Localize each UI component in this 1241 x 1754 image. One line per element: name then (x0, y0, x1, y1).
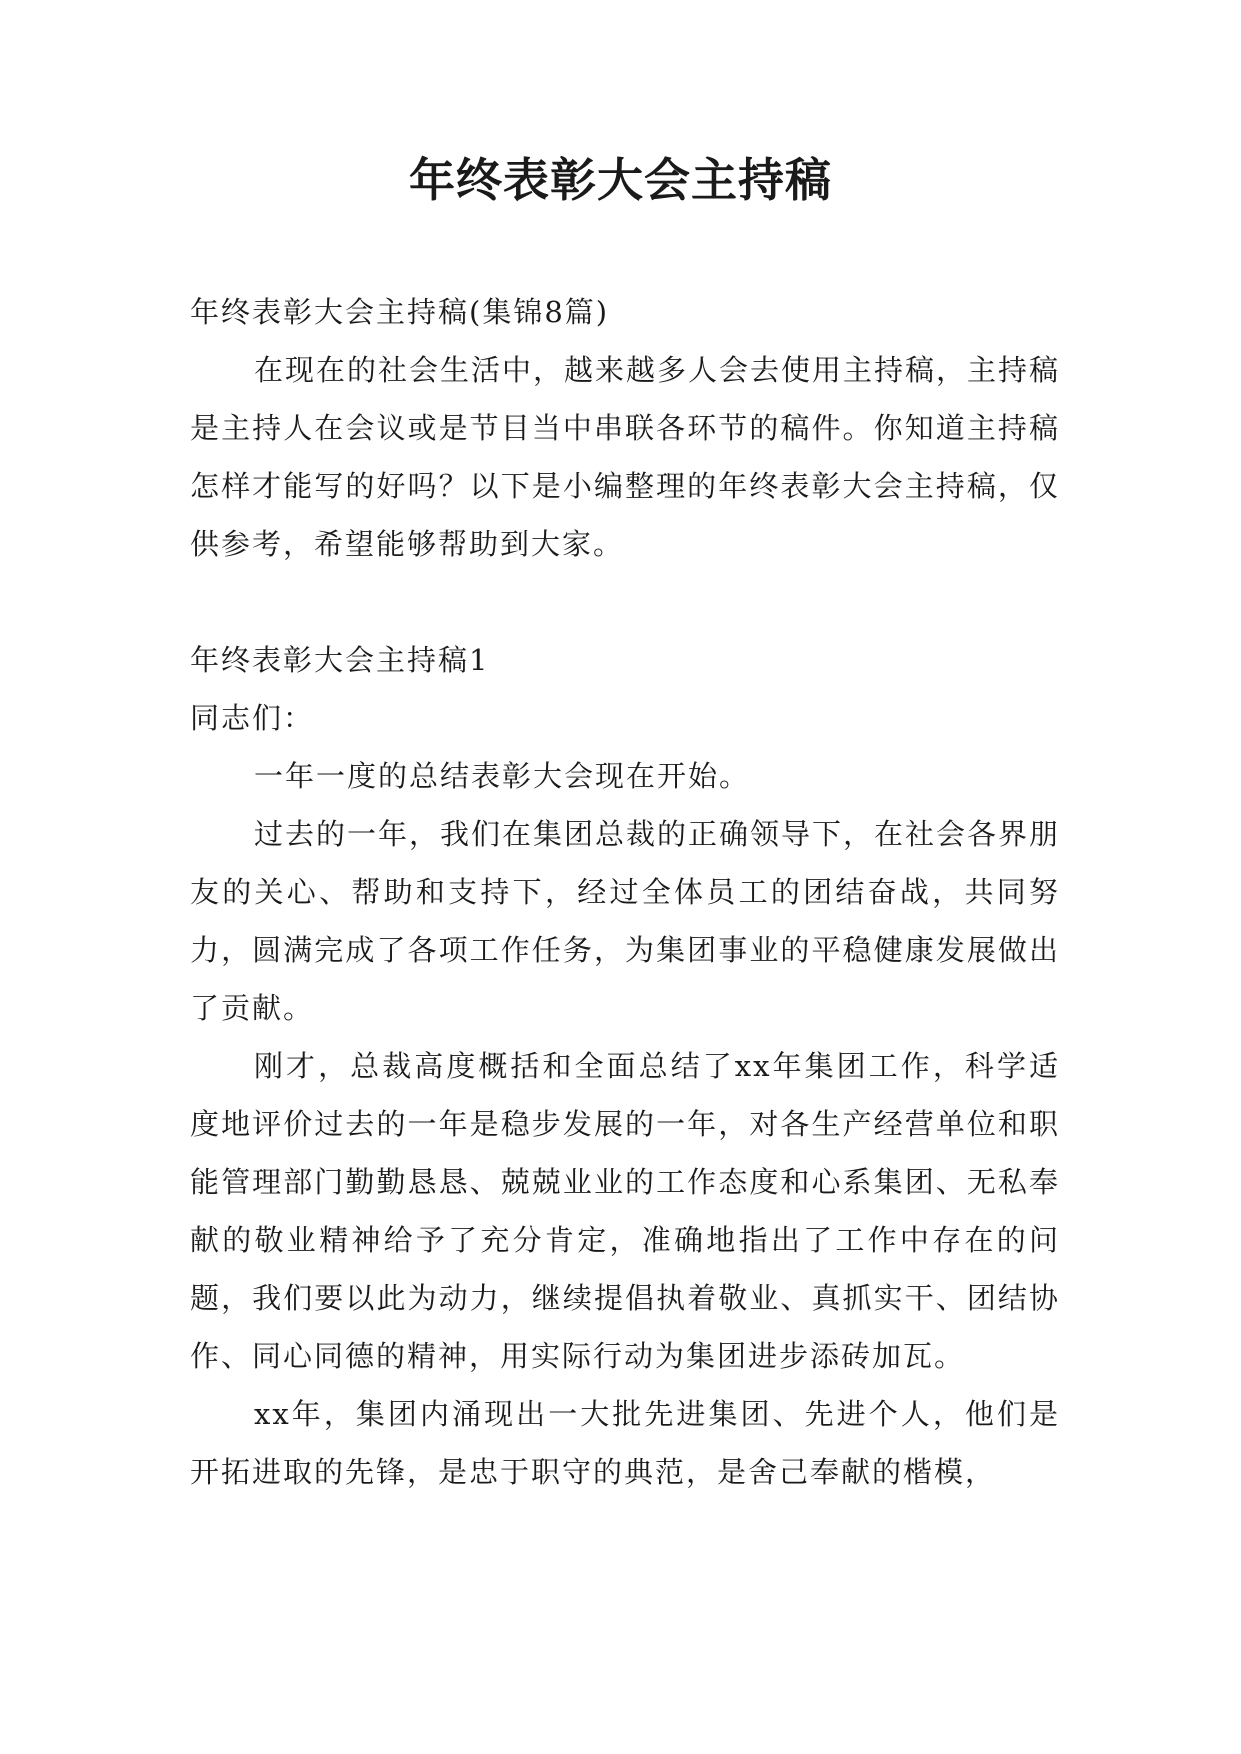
document-subtitle: 年终表彰大会主持稿(集锦8篇) (190, 295, 610, 329)
body-paragraph-4: xx年，集团内涌现出一大批先进集团、先进个人，他们是开拓进取的先锋，是忠于职守的典范，是舍己奉献的楷模， (190, 1397, 1060, 1489)
document-body (190, 283, 1060, 1501)
body-paragraph-3: 刚才，总裁高度概括和全面总结了xx年集团工作，科学适度地评价过去的一年是稳步发展的一年，对各生产经营单位和职能管理部门勤勤恳恳、兢兢业业的工作态度和心系集团、无私奉献的敬业精神给予了充分肯定，准确地指出了工作中存在的问题，我们要以此为动力，继续提倡执着敬业、真抓实干、团结协作、同心同德的精神，用实际行动为集团进步添砖加瓦。 (190, 1049, 1060, 1373)
intro-paragraph: 在现在的社会生活中，越来越多人会去使用主持稿，主持稿是主持人在会议或是节目当中串联各环节的稿件。你知道主持稿怎样才能写的好吗？以下是小编整理的年终表彰大会主持稿，仅供参考，希望能够帮助到大家。 (190, 353, 1061, 561)
section-heading: 年终表彰大会主持稿1 (190, 643, 490, 677)
body-paragraph-2: 过去的一年，我们在集团总裁的正确领导下，在社会各界朋友的关心、帮助和支持下，经过全体员工的团结奋战，共同努力，圆满完成了各项工作任务，为集团事业的平稳健康发展做出了贡献。 (190, 817, 1061, 1025)
salutation: 同志们： (190, 701, 315, 735)
document-title: 年终表彰大会主持稿 (409, 153, 832, 207)
body-paragraph-1: 一年一度的总结表彰大会现在开始。 (254, 759, 751, 793)
section-spacer (190, 573, 1060, 631)
